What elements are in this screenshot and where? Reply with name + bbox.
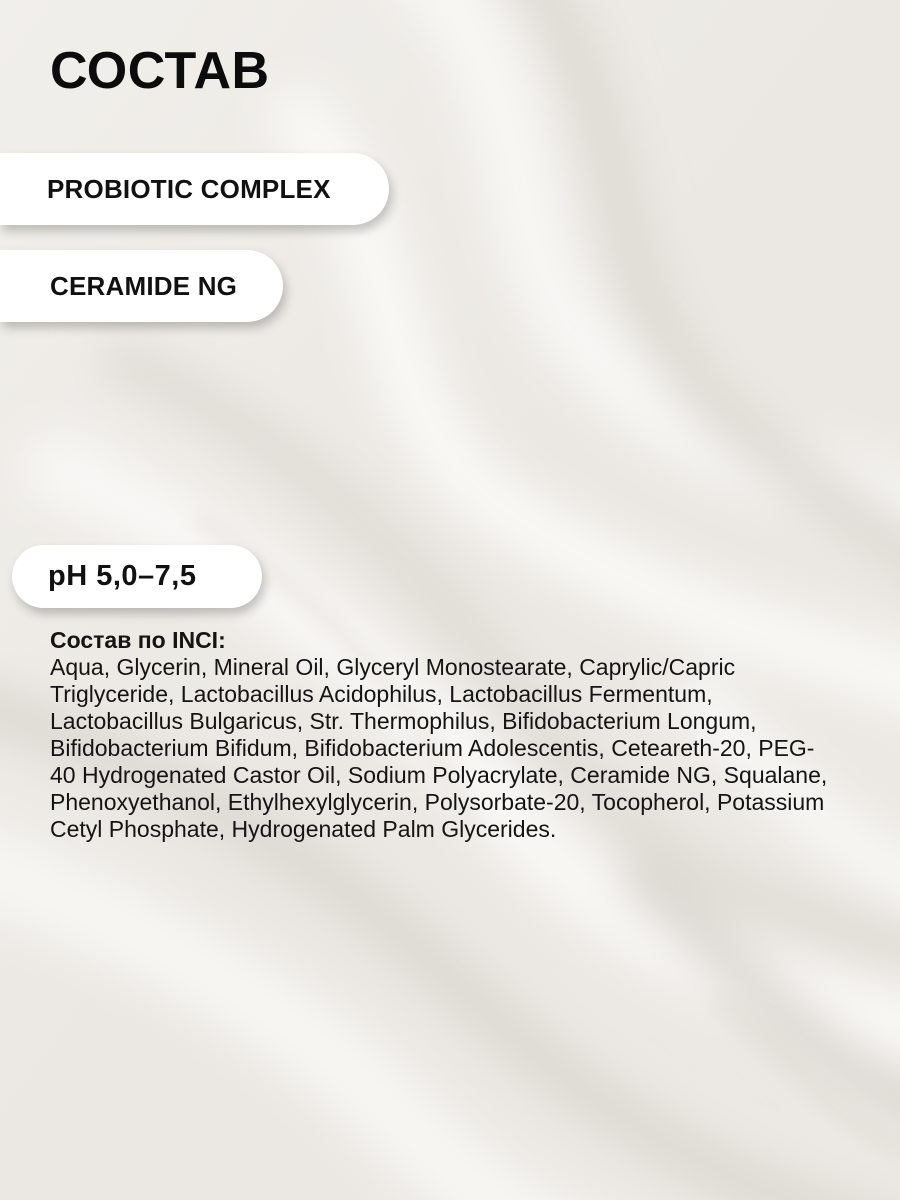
badge-ceramide-ng-label: CERAMIDE NG bbox=[50, 270, 238, 301]
badge-ph-range-label: pH 5,0–7,5 bbox=[48, 560, 197, 592]
badge-probiotic-complex bbox=[0, 153, 389, 225]
inci-composition bbox=[50, 627, 840, 843]
page-title: СОСТАВ bbox=[50, 42, 270, 100]
badge-ph-range bbox=[12, 545, 262, 608]
inci-ingredients-text: Aqua, Glycerin, Mineral Oil, Glyceryl Monostearate, Caprylic/Capric Triglyceride, Lactobacillus Acidophilus, Lactobacillus Fermentum, Lactobacillus Bulgaricus, Str. Thermophilus, Bifidobacterium Longum, Bifidobacterium Bifidum, Bifidobacterium Adolescentis, Ceteareth-20, PEG-40 Hydrogenated Castor Oil, Sodium Polyacrylate, Ceramide NG, Squalane, Phenoxyethanol, Ethylhexylglycerin, Polysorbate-20, Tocopherol, Potassium Cetyl Phosphate, Hydrogenated Palm Glycerides. bbox=[50, 654, 828, 842]
inci-heading: Состав по INCI: bbox=[50, 627, 226, 653]
badge-probiotic-complex-label: PROBIOTIC COMPLEX bbox=[47, 173, 331, 204]
badge-ceramide-ng bbox=[0, 250, 283, 322]
